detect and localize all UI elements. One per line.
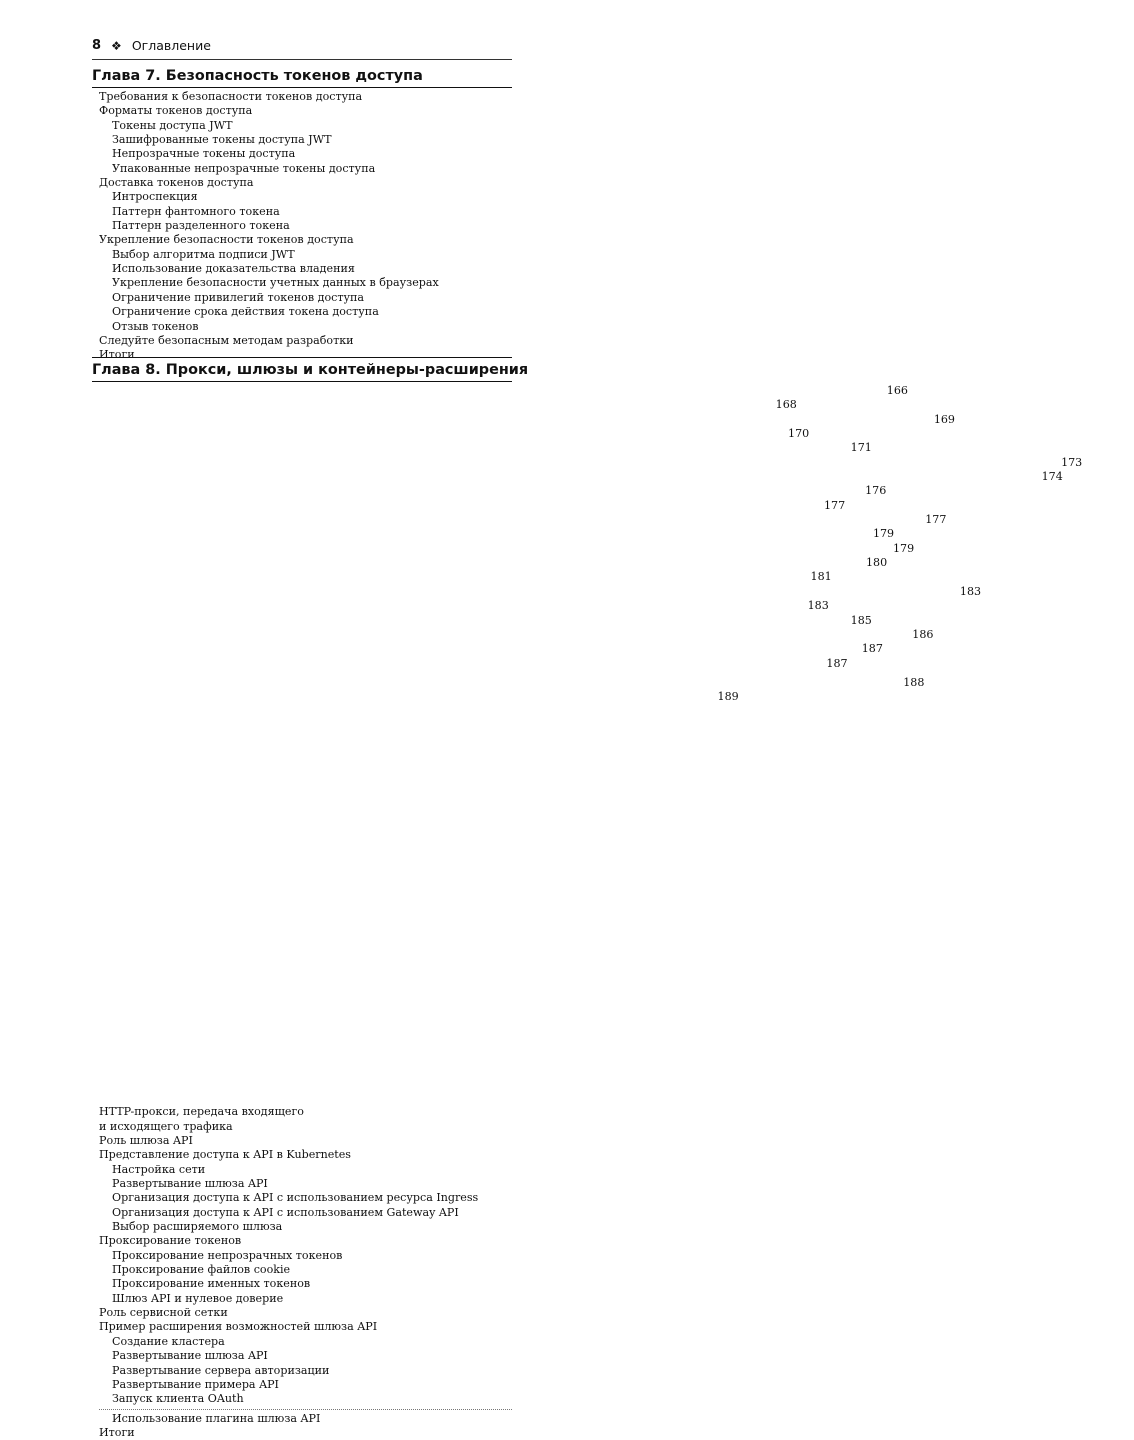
- entry-page-number: 176: [865, 484, 887, 498]
- chapter-heading[interactable]: [92, 358, 529, 378]
- page-number: 8: [92, 38, 102, 53]
- entry-title: Форматы токенов доступа: [99, 104, 253, 118]
- entry-title: Пример расширения возможностей шлюза API: [99, 1320, 378, 1334]
- entry-page-number: 166: [886, 384, 908, 397]
- entry-page-number: 186: [912, 627, 934, 641]
- entry-page-number: 185: [850, 613, 872, 627]
- entry-title: Выбор алгоритма подписи JWT: [112, 247, 295, 261]
- entry-title: Проксирование токенов: [99, 1234, 242, 1248]
- entry-page-number: 187: [826, 656, 848, 670]
- diamond-bullet-icon: ❖: [111, 38, 122, 53]
- entry-title: Создание кластера: [112, 1334, 225, 1348]
- entry-page-number: 180: [866, 556, 888, 570]
- entry-title: Использование плагина шлюза API: [112, 1411, 321, 1425]
- entry-page-number: 181: [810, 570, 832, 584]
- entry-title: Шлюз API и нулевое доверие: [112, 1291, 284, 1305]
- entry-title: Настройка сети: [112, 1162, 206, 1176]
- entry-title: Ограничение срока действия токена доступа: [112, 305, 379, 319]
- entry-title: Развертывание сервера авторизации: [112, 1363, 330, 1377]
- entry-page-number: 171: [850, 441, 872, 455]
- entry-title: Паттерн фантомного токена: [112, 204, 280, 218]
- chapter-page: [534, 0, 1134, 378]
- entry-title: Паттерн разделенного токена: [112, 219, 290, 233]
- entry-title: Следуйте безопасным методам разработки: [99, 333, 354, 347]
- entry-page-number: 177: [823, 498, 846, 512]
- entry-page-number: 179: [892, 541, 915, 555]
- entry-page-number: 187: [861, 642, 883, 656]
- entry-title: Отзыв токенов: [112, 319, 199, 333]
- entry-page-number: 177: [925, 513, 947, 527]
- entry-title: Запуск клиента OAuth: [112, 1392, 244, 1406]
- entry-title: Проксирование именных токенов: [112, 1277, 311, 1291]
- entry-title: Токены доступа JWT: [112, 118, 233, 132]
- entry-title: Доставка токенов доступа: [99, 176, 254, 190]
- entry-page-number: 170: [788, 427, 810, 441]
- entry-page-number: 179: [872, 527, 895, 541]
- entry-title: Итоги: [99, 1425, 135, 1439]
- chapter-rule: [92, 381, 512, 382]
- entry-page-number: 183: [959, 584, 982, 598]
- entry-title: Непрозрачные токены доступа: [112, 147, 296, 161]
- entry-title: Зашифрованные токены доступа JWT: [112, 133, 332, 147]
- entry-title: Ограничение привилегий токенов доступа: [112, 290, 365, 304]
- entry-title: Упакованные непрозрачные токены доступа: [112, 161, 376, 175]
- entry-title: Организация доступа к API с использованием Gateway API: [112, 1205, 459, 1219]
- entry-title: Развертывание шлюза API: [112, 1177, 268, 1191]
- entry-title: Интроспекция: [112, 190, 198, 204]
- entry-page-number: 168: [775, 398, 797, 412]
- running-header-title: Оглавление: [131, 38, 211, 53]
- chapter-7-entries: [92, 90, 512, 363]
- entry-title: Роль сервисной сетки: [99, 1306, 228, 1320]
- entry-title: Роль шлюза API: [99, 1134, 193, 1147]
- entry-title: Развертывание шлюза API: [112, 1349, 268, 1363]
- entry-title: Требования к безопасности токенов доступа: [99, 90, 363, 103]
- entry-page-number: 173: [1061, 455, 1083, 469]
- entry-title: Проксирование непрозрачных токенов: [112, 1248, 343, 1262]
- entry-page-number: 189: [717, 690, 739, 704]
- entry-title: Проксирование файлов cookie: [112, 1263, 291, 1277]
- entry-title-line: и исходящего трафика: [99, 1119, 233, 1133]
- entry-title: Итоги: [99, 348, 135, 362]
- chapter-title: Глава 7. Безопасность токенов доступа: [92, 68, 423, 84]
- chapter-8-entries: [92, 384, 1083, 1440]
- entry-title: Представление доступа к API в Kubernetes: [99, 1148, 351, 1162]
- entry-page-number: 183: [807, 599, 829, 613]
- entry-title: Организация доступа к API с использованием ресурса Ingress: [112, 1191, 479, 1205]
- entry-title: Выбор расширяемого шлюза: [112, 1220, 283, 1234]
- chapter-7-section: [92, 64, 512, 363]
- entry-title: Укрепление безопасности учетных данных в браузерах: [112, 276, 439, 290]
- entry-title: Использование доказательства владения: [112, 262, 355, 276]
- entry-page-number: 188: [903, 675, 925, 689]
- entry-title-line: HTTP-прокси, передача входящего: [99, 1105, 304, 1119]
- entry-page-number: 174: [1041, 470, 1063, 484]
- entry-title: Развертывание примера API: [112, 1377, 279, 1391]
- entry-page-number: 169: [933, 412, 955, 426]
- chapter-8-section: [92, 355, 1083, 1440]
- chapter-title: Глава 8. Прокси, шлюзы и контейнеры-расширения: [92, 362, 529, 378]
- entry-title: Укрепление безопасности токенов доступа: [99, 233, 354, 247]
